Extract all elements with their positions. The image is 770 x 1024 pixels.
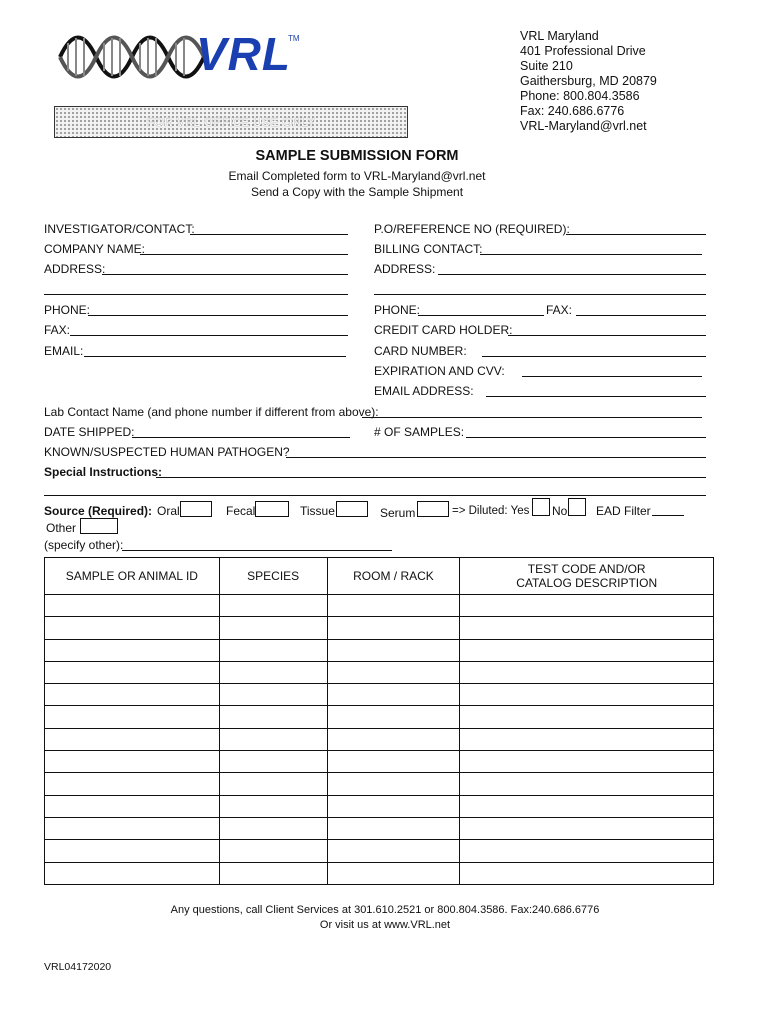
table-row [45,595,714,617]
vrl-logo [54,26,304,88]
diluted-yes-checkbox[interactable] [532,498,550,516]
diluted-yes-label: => Diluted: Yes [452,505,530,517]
pathogen-label: KNOWN/SUSPECTED HUMAN PATHOGEN? [44,445,290,459]
table-cell[interactable] [219,728,327,750]
table-cell[interactable] [460,773,714,795]
ead-filter-field[interactable] [652,515,684,516]
table-cell[interactable] [460,795,714,817]
table-cell[interactable] [460,661,714,683]
source-label: Source (Required): [44,504,153,518]
sample-table-body [45,595,714,885]
num-samples-field[interactable] [466,437,706,438]
lab-email: VRL-Maryland@vrl.net [520,119,647,133]
billing-field[interactable] [480,254,702,255]
billing-label: BILLING CONTACT: [374,242,483,256]
table-row [45,840,714,862]
lab-city: Gaithersburg, MD 20879 [520,74,657,88]
table-cell[interactable] [219,840,327,862]
table-cell[interactable] [327,684,460,706]
form-code: VRL04172020 [44,961,112,973]
header-test-code-line1: TEST CODE AND/OR [527,562,646,576]
table-cell[interactable] [327,773,460,795]
source-other-checkbox[interactable] [80,518,118,534]
table-row [45,817,714,839]
table-cell[interactable] [327,706,460,728]
address-left-field-2[interactable] [44,294,348,295]
source-fecal-checkbox[interactable] [255,501,289,517]
table-cell[interactable] [219,684,327,706]
table-cell[interactable] [327,617,460,639]
table-cell[interactable] [219,751,327,773]
footer-website: Or visit us at www.VRL.net [319,919,451,931]
header-room-rack: ROOM / RACK [327,558,460,595]
table-cell[interactable] [219,773,327,795]
ead-filter-label: EAD Filter [596,504,651,518]
date-shipped-label: DATE SHIPPED: [44,425,135,439]
table-cell[interactable] [45,684,220,706]
source-oral-checkbox[interactable] [180,501,212,517]
address-right-field-2[interactable] [374,294,706,295]
lab-address-block [520,29,657,134]
table-cell[interactable] [327,862,460,884]
table-header-row [45,558,714,595]
table-cell[interactable] [327,639,460,661]
address-right-label: ADDRESS: [374,262,436,276]
lab-contact-label: Lab Contact Name (and phone number if different from above): [44,405,379,419]
table-cell[interactable] [327,728,460,750]
table-cell[interactable] [460,684,714,706]
table-cell[interactable] [327,661,460,683]
table-cell[interactable] [45,795,220,817]
email-address-label: EMAIL ADDRESS: [374,384,474,398]
expiration-field[interactable] [522,376,702,377]
table-cell[interactable] [45,840,220,862]
diluted-no-checkbox[interactable] [568,498,586,516]
investigator-label: INVESTIGATOR/CONTACT: [44,222,195,236]
table-cell[interactable] [327,595,460,617]
pathogen-field[interactable] [286,457,706,458]
lab-suite: Suite 210 [520,59,573,73]
table-cell[interactable] [45,639,220,661]
source-fecal-label: Fecal [226,504,256,518]
table-cell[interactable] [219,706,327,728]
table-cell[interactable] [460,840,714,862]
table-cell[interactable] [327,840,460,862]
specify-other-field[interactable] [122,550,392,551]
date-shipped-field[interactable] [132,437,350,438]
source-other-label: Other [46,521,77,535]
cc-holder-label: CREDIT CARD HOLDER: [374,323,513,337]
table-cell[interactable] [460,639,714,661]
table-cell[interactable] [327,795,460,817]
header-sample-id: SAMPLE OR ANIMAL ID [45,558,220,595]
table-cell[interactable] [460,751,714,773]
phone-left-field[interactable] [88,315,348,316]
table-row [45,751,714,773]
fax-right-field[interactable] [576,315,706,316]
source-tissue-label: Tissue [300,504,335,518]
table-cell[interactable] [45,817,220,839]
company-field[interactable] [140,254,348,255]
office-use-label: FOR VRL OFFICE USE ONLY [146,115,316,129]
header-species: SPECIES [219,558,327,595]
table-cell[interactable] [45,595,220,617]
cc-holder-field[interactable] [508,335,706,336]
table-row [45,706,714,728]
table-row [45,728,714,750]
source-oral-label: Oral [157,504,180,518]
table-cell[interactable] [460,706,714,728]
table-row [45,862,714,884]
special-instructions-field-2[interactable] [44,495,706,496]
table-cell[interactable] [460,862,714,884]
po-label: P.O/REFERENCE NO (REQUIRED): [374,222,570,236]
table-cell[interactable] [45,773,220,795]
table-cell[interactable] [219,817,327,839]
source-tissue-checkbox[interactable] [336,501,368,517]
lab-street: 401 Professional Drive [520,44,646,58]
lab-name: VRL Maryland [520,29,599,43]
form-title: SAMPLE SUBMISSION FORM [255,148,459,164]
table-cell[interactable] [460,595,714,617]
num-samples-label: # OF SAMPLES: [374,425,465,439]
address-left-field[interactable] [102,274,348,275]
card-number-field[interactable] [482,356,706,357]
table-row [45,617,714,639]
table-row [45,684,714,706]
table-cell[interactable] [327,751,460,773]
card-number-label: CARD NUMBER: [374,344,467,358]
form-subtitle-shipment: Send a Copy with the Sample Shipment [250,185,464,199]
table-cell[interactable] [219,639,327,661]
address-left-label: ADDRESS: [44,262,106,276]
table-cell[interactable] [45,728,220,750]
table-row [45,661,714,683]
table-cell[interactable] [460,728,714,750]
footer-contact: Any questions, call Client Services at 301.610.2521 or 800.804.3586. Fax:240.686.6776 [170,904,600,916]
table-cell[interactable] [327,817,460,839]
address-right-field[interactable] [438,274,706,275]
email-address-field[interactable] [486,396,706,397]
fax-right-label: FAX: [546,303,573,317]
table-cell[interactable] [219,595,327,617]
special-instructions-label: Special Instructions: [44,465,163,479]
header-test-code [460,558,714,595]
specify-other-label: (specify other): [44,538,124,552]
sample-table [44,557,714,885]
company-label: COMPANY NAME: [44,242,145,256]
table-cell[interactable] [219,617,327,639]
table-cell[interactable] [219,795,327,817]
special-instructions-field[interactable] [156,477,706,478]
po-field[interactable] [566,234,706,235]
expiration-label: EXPIRATION AND CVV: [374,364,505,378]
phone-right-label: PHONE: [374,303,421,317]
table-cell[interactable] [460,817,714,839]
lab-fax: Fax: 240.686.6776 [520,104,625,118]
table-cell[interactable] [45,751,220,773]
email-left-field[interactable] [84,356,346,357]
table-cell[interactable] [45,617,220,639]
investigator-field[interactable] [190,234,348,235]
office-use-box [54,106,408,138]
table-cell[interactable] [45,661,220,683]
table-cell[interactable] [460,617,714,639]
trademark-mark: TM [288,34,300,43]
logo-text: VRL [196,28,291,80]
header-test-code-line2: CATALOG DESCRIPTION [516,576,658,590]
email-left-label: EMAIL: [44,344,84,358]
table-row [45,639,714,661]
diluted-no-label: No [552,504,568,518]
fax-left-field[interactable] [70,335,348,336]
table-cell[interactable] [45,862,220,884]
source-serum-label: Serum [380,506,416,520]
phone-right-field[interactable] [418,315,544,316]
table-row [45,773,714,795]
form-subtitle-email: Email Completed form to VRL-Maryland@vrl.net [228,169,486,183]
table-cell[interactable] [219,661,327,683]
lab-phone: Phone: 800.804.3586 [520,89,640,103]
table-cell[interactable] [45,706,220,728]
source-serum-checkbox[interactable] [417,501,449,517]
phone-left-label: PHONE: [44,303,91,317]
lab-contact-field[interactable] [362,417,702,418]
table-row [45,795,714,817]
fax-left-label: FAX: [44,323,71,337]
table-cell[interactable] [219,862,327,884]
